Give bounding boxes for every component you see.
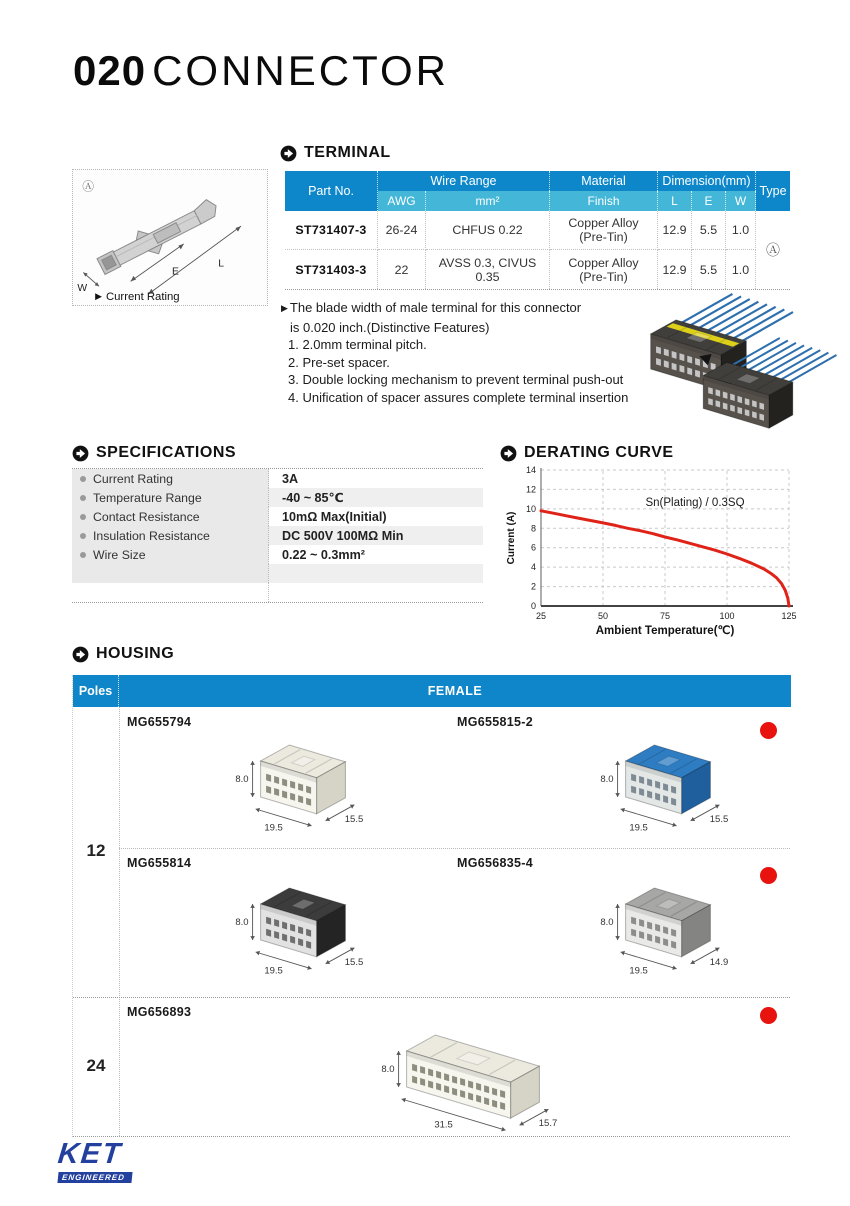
housing-section-header [72, 645, 174, 663]
spec-label: Wire Size [93, 547, 146, 562]
part-no-cell: ST731403-3 [285, 250, 378, 289]
feature-item: 2. Pre-set spacer. [288, 354, 390, 370]
housing-connector-figure [368, 999, 578, 1139]
svg-text:75: 75 [659, 611, 671, 621]
housing-connector-figure [198, 852, 408, 992]
terminal-drawing-figure [73, 170, 267, 305]
dim-w-cell: 1.0 [726, 211, 756, 250]
svg-text:0: 0 [530, 601, 536, 611]
section-bullet-icon [72, 445, 89, 462]
col-header-w: W [726, 191, 756, 211]
svg-text:8.0: 8.0 [600, 774, 614, 785]
spec-label: Current Rating [93, 471, 173, 486]
col-header-dimension: Dimension(mm) [658, 171, 756, 191]
svg-text:15.5: 15.5 [344, 813, 364, 825]
svg-text:8: 8 [530, 523, 536, 534]
male-connector-photo [652, 328, 844, 456]
terminal-section-header [280, 144, 391, 162]
part-number: MG656835-4 [457, 856, 533, 870]
col-header-part-no: Part No. [285, 171, 378, 211]
col-header-type: Type [756, 171, 790, 211]
material-line1: Copper Alloy [568, 255, 639, 270]
dim-w-label: W [77, 283, 88, 295]
spec-row-empty [72, 583, 483, 602]
dim-e-cell: 5.5 [692, 250, 726, 289]
dim-l-cell: 12.9 [658, 250, 692, 289]
housing-connector-figure [198, 709, 408, 849]
awg-cell: 22 [378, 250, 426, 289]
spec-row [72, 545, 483, 564]
terminal-drawing [72, 169, 268, 306]
spec-row [72, 526, 483, 545]
svg-text:19.5: 19.5 [264, 822, 283, 834]
spec-value: 10mΩ Max(Initial) [282, 509, 387, 524]
svg-text:25: 25 [535, 611, 547, 621]
svg-text:19.5: 19.5 [264, 965, 283, 977]
title-number: 020 [73, 47, 147, 94]
col-header-wire-range: Wire Range [378, 171, 550, 191]
bullet-dot-icon [80, 476, 86, 482]
svg-text:100: 100 [719, 611, 735, 621]
bullet-dot-icon [80, 552, 86, 558]
spec-row [72, 507, 483, 526]
material-cell [550, 211, 658, 250]
svg-text:8.0: 8.0 [235, 917, 249, 928]
svg-text:8.0: 8.0 [235, 774, 249, 785]
col-header-poles: Poles [73, 675, 119, 707]
col-header-l: L [658, 191, 692, 211]
spec-label: Contact Resistance [93, 509, 200, 524]
group-separator [73, 997, 790, 998]
svg-text:Ambient Temperature(℃): Ambient Temperature(℃) [595, 625, 735, 637]
bullet-dot-icon [80, 533, 86, 539]
type-cell: Ⓐ [766, 242, 780, 258]
spec-row [72, 469, 483, 488]
dim-l-label: L [218, 258, 225, 270]
svg-text:Current (A): Current (A) [506, 511, 517, 565]
feature-item: 4. Unification of spacer assures complete terminal insertion [288, 389, 629, 405]
svg-text:15.7: 15.7 [538, 1118, 558, 1130]
dim-l-cell: 12.9 [658, 211, 692, 250]
terminal-table [285, 171, 790, 290]
derating-section-title: DERATING CURVE [524, 444, 674, 461]
svg-text:15.5: 15.5 [344, 956, 364, 968]
bullet-dot-icon [80, 495, 86, 501]
dim-e-label: E [171, 266, 179, 278]
material-line1: Copper Alloy [568, 216, 639, 230]
material-line2: (Pre-Tin) [579, 230, 628, 244]
dim-e-cell: 5.5 [692, 211, 726, 250]
col-header-awg: AWG [378, 191, 426, 211]
svg-text:4: 4 [530, 562, 536, 573]
bullet-dot-icon [80, 514, 86, 520]
col-header-e: E [692, 191, 726, 211]
part-no-cell: ST731407-3 [285, 211, 378, 250]
part-number: MG655815-2 [457, 715, 533, 729]
housing-table [72, 675, 790, 1137]
svg-text:14: 14 [525, 465, 536, 475]
material-line2: (Pre-Tin) [579, 269, 628, 284]
svg-text:Sn(Plating) / 0.3SQ: Sn(Plating) / 0.3SQ [645, 497, 745, 509]
svg-text:12: 12 [525, 484, 536, 495]
section-bullet-icon [72, 646, 89, 663]
housing-connector-figure [563, 709, 773, 849]
spec-value: DC 500V 100MΩ Min [269, 526, 483, 545]
terminal-illustration [94, 194, 223, 279]
svg-text:19.5: 19.5 [629, 965, 648, 977]
material-cell [550, 250, 658, 289]
mm2-cell: AVSS 0.3, CIVUS 0.35 [426, 250, 550, 289]
mm2-cell: CHFUS 0.22 [426, 211, 550, 250]
svg-text:14.9: 14.9 [709, 956, 729, 968]
svg-text:8.0: 8.0 [381, 1064, 395, 1075]
svg-text:10: 10 [525, 503, 536, 514]
type-a-mark: Ⓐ [82, 179, 95, 194]
section-bullet-icon [280, 145, 297, 162]
spec-label: Insulation Resistance [93, 528, 210, 543]
current-rating-caption: Current Rating [105, 291, 180, 304]
feature-intro-line2: is 0.020 inch.(Distinctive Features) [290, 319, 490, 335]
feature-intro-line1: ▶ The blade width of male terminal for this connector [281, 300, 582, 315]
housing-connector-figure [563, 852, 773, 992]
housing-section-title: HOUSING [96, 645, 175, 662]
specifications-section-title: SPECIFICATIONS [96, 444, 237, 461]
spec-value: 0.22 ~ 0.3mm² [282, 547, 365, 562]
part-number: MG655814 [127, 856, 192, 870]
specifications-section-header [72, 444, 236, 462]
spec-row [72, 488, 483, 507]
availability-marker [760, 722, 777, 739]
svg-text:2: 2 [530, 581, 536, 592]
ket-logo [56, 1138, 132, 1185]
ket-logo-subtext: ENGINEERED [57, 1172, 132, 1183]
availability-marker [760, 867, 777, 884]
terminal-section-title: TERMINAL [304, 144, 391, 161]
poles-column-divider [119, 707, 120, 1136]
svg-text:15.5: 15.5 [709, 813, 729, 825]
poles-count: 12 [86, 841, 106, 860]
svg-text:6: 6 [530, 542, 536, 553]
availability-marker [760, 1007, 777, 1024]
spec-row-empty [72, 564, 483, 583]
svg-text:31.5: 31.5 [434, 1119, 453, 1131]
svg-text:8.0: 8.0 [600, 917, 614, 928]
col-header-mm2: mm² [426, 191, 550, 211]
dim-w-cell: 1.0 [726, 250, 756, 289]
photo-arrow-icon [697, 351, 711, 366]
col-header-finish: Finish [550, 191, 658, 211]
page-title [73, 48, 449, 94]
caption-arrow-icon: ▶ [95, 291, 102, 302]
spec-label: Temperature Range [93, 490, 202, 505]
col-header-material: Material [550, 171, 658, 191]
ket-logo-text: KET [56, 1138, 124, 1170]
feature-item: 3. Double locking mechanism to prevent terminal push-out [288, 372, 624, 387]
svg-text:125: 125 [781, 611, 797, 621]
derating-curve-chart [503, 458, 803, 644]
svg-text:50: 50 [597, 611, 609, 621]
housing-table-header [73, 675, 791, 707]
spec-value: 3A [282, 471, 299, 486]
specifications-table [72, 468, 483, 603]
title-word: CONNECTOR [152, 47, 449, 94]
terminal-features [281, 299, 633, 406]
feature-item: 1. 2.0mm terminal pitch. [288, 337, 427, 352]
bullet-arrow-icon: ▶ [281, 303, 288, 313]
poles-count: 24 [86, 1056, 106, 1075]
part-number: MG655794 [127, 715, 192, 729]
svg-text:19.5: 19.5 [629, 822, 648, 834]
awg-cell: 26-24 [378, 211, 426, 250]
col-header-female: FEMALE [427, 684, 483, 698]
part-number: MG656893 [127, 1005, 192, 1019]
spec-value: -40 ~ 85℃ [269, 488, 483, 507]
